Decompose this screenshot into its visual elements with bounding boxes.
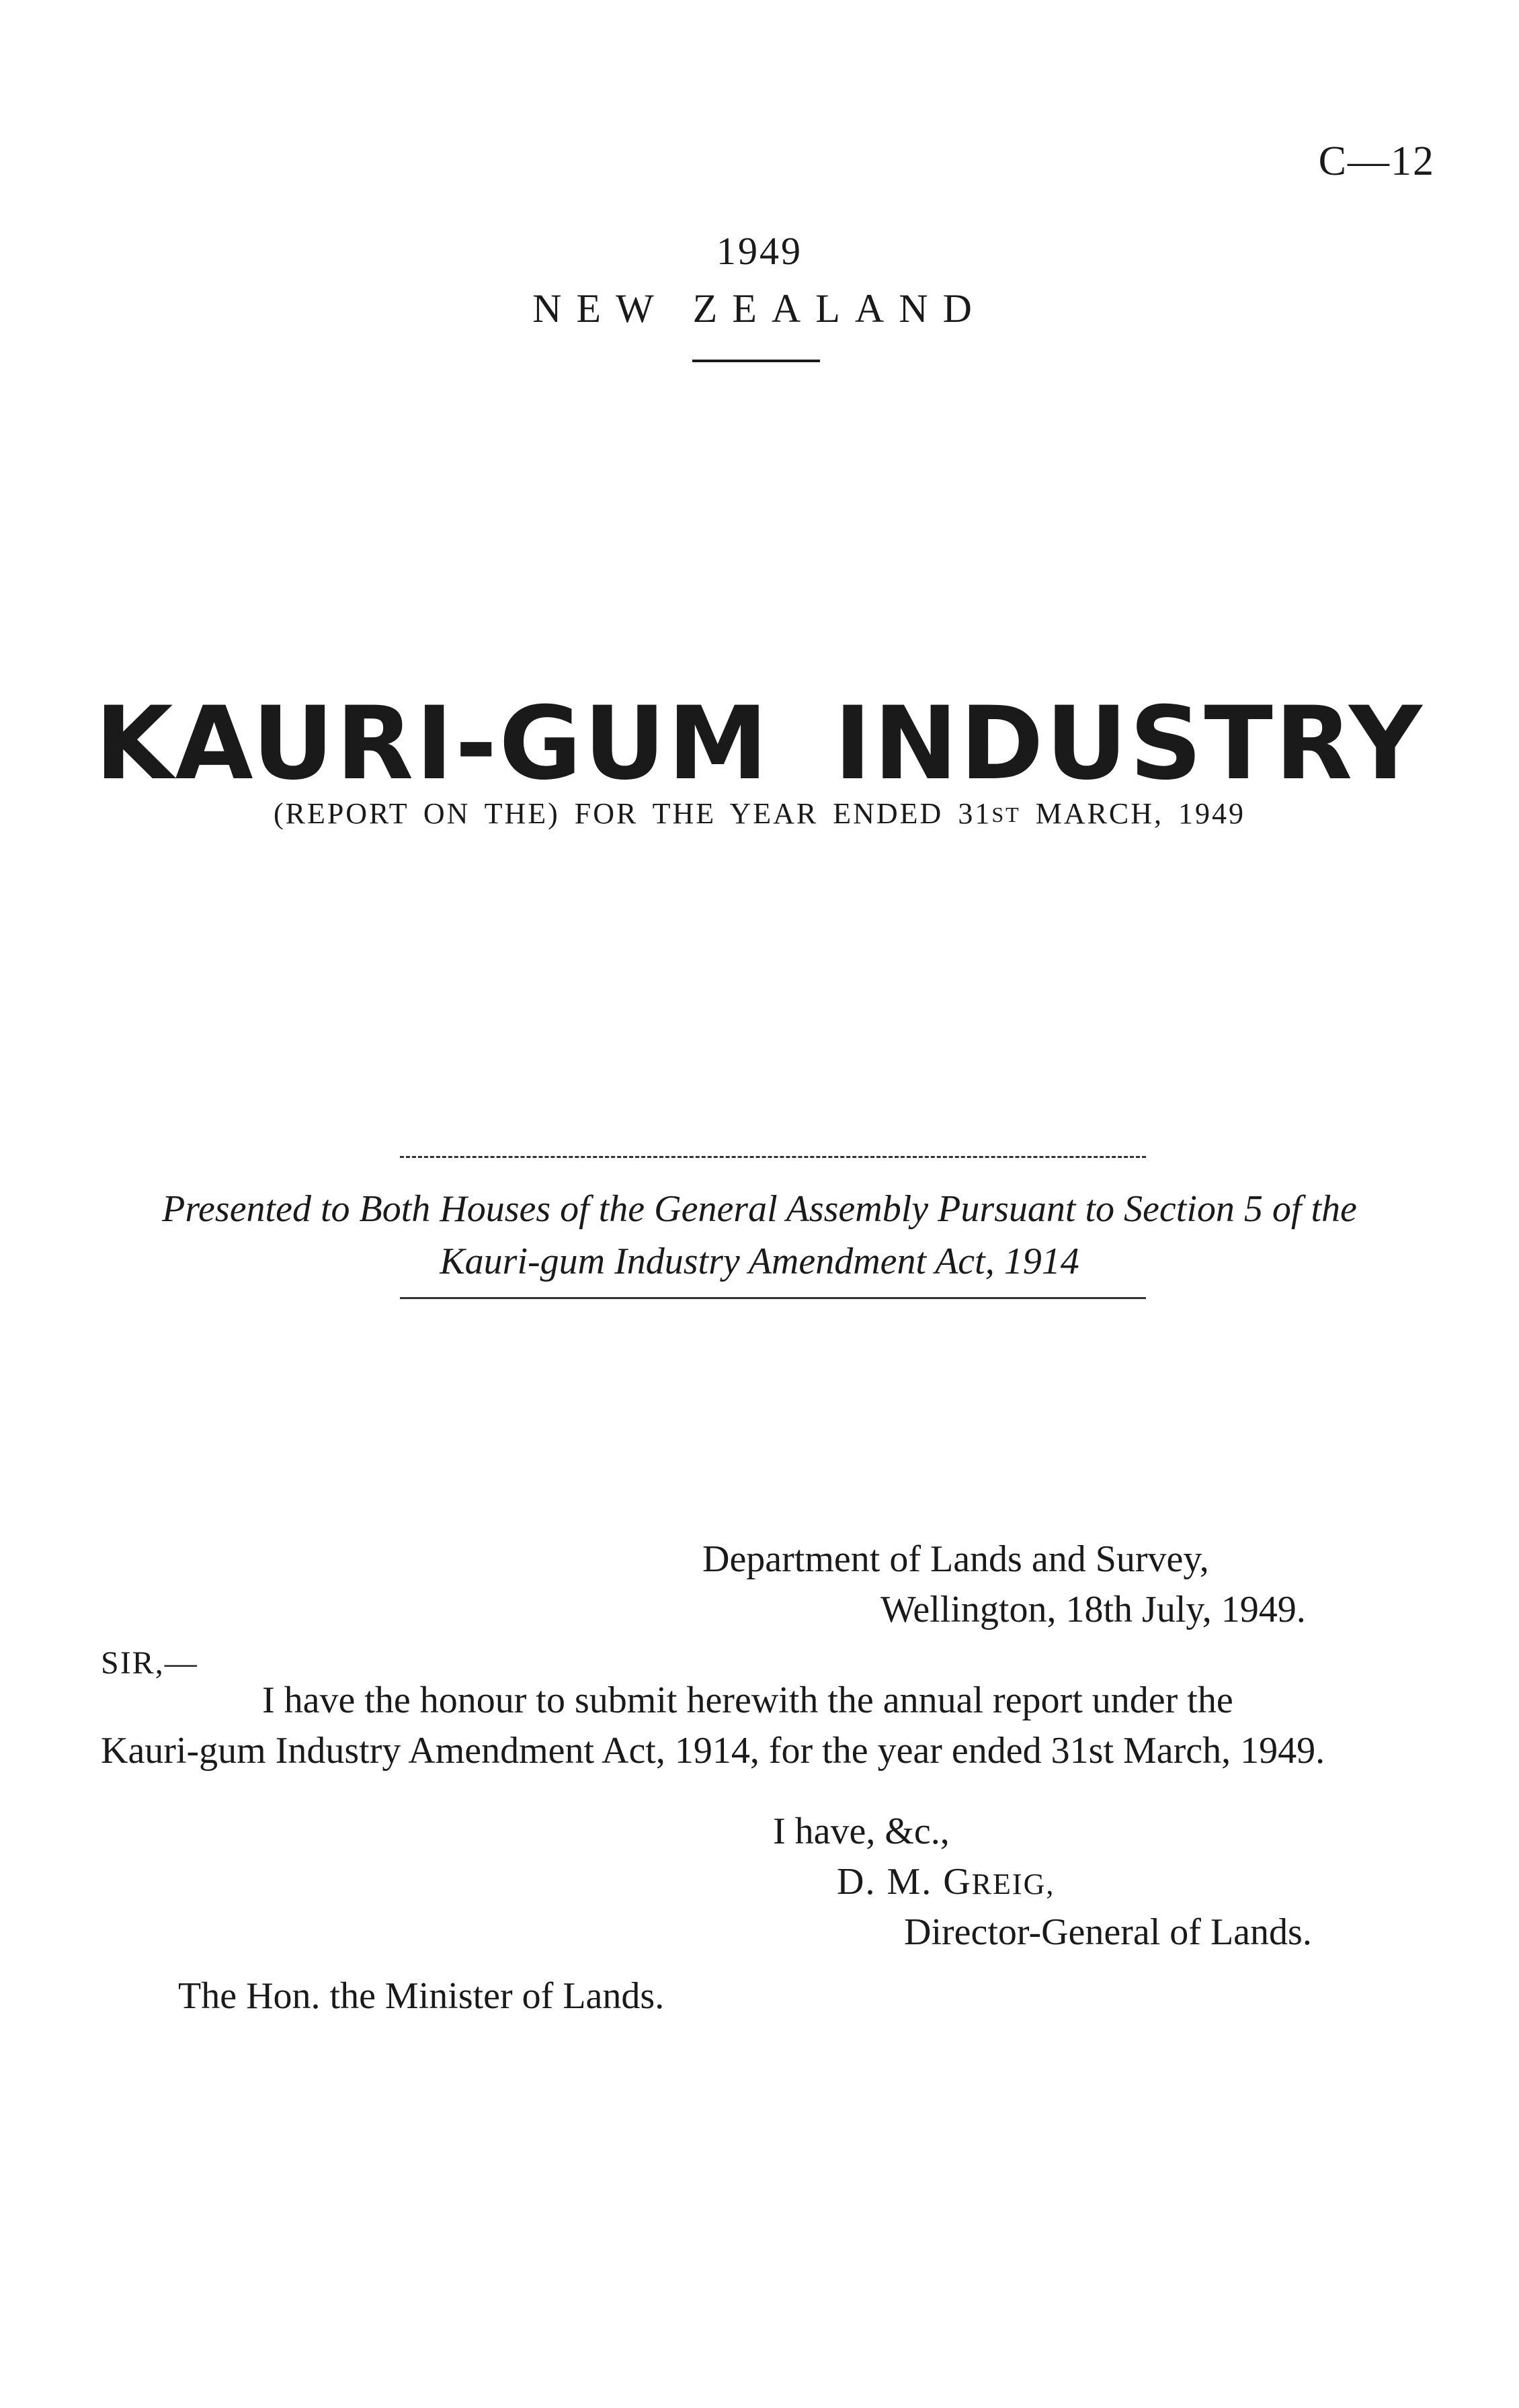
letter-department: Department of Lands and Survey, — [702, 1538, 1209, 1580]
presented-statement — [94, 1183, 1425, 1288]
presented-bottom-rule — [400, 1297, 1146, 1299]
page-title: KAURI-GUM INDUSTRY — [95, 686, 1424, 802]
letter-body-line-2: Kauri-gum Industry Amendment Act, 1914, for the year ended 31st March, 1949. — [101, 1730, 1325, 1772]
document-year: 1949 — [716, 229, 803, 273]
letter-salutation: SIR,— — [101, 1645, 198, 1681]
letter-body-line-1: I have the honour to submit herewith the annual report under the — [262, 1679, 1233, 1721]
letter-signatory-title: Director-General of Lands. — [904, 1911, 1312, 1953]
subtitle-prefix: (REPORT ON THE) FOR THE YEAR ENDED 31 — [273, 797, 992, 830]
letter-place-date: Wellington, 18th July, 1949. — [880, 1589, 1306, 1630]
signatory-surname: REIG, — [971, 1868, 1055, 1901]
signatory-initials: D. M. G — [837, 1861, 972, 1903]
country-heading: NEW ZEALAND — [532, 286, 987, 331]
subtitle-ordinal: ST — [991, 802, 1021, 827]
letter-signatory — [837, 1858, 1055, 1908]
presented-top-rule — [400, 1156, 1146, 1158]
page-subtitle — [0, 796, 1519, 831]
subtitle-suffix: MARCH, 1949 — [1020, 797, 1246, 830]
header-divider — [692, 360, 820, 362]
letter-addressee: The Hon. the Minister of Lands. — [178, 1975, 665, 2017]
letter-closing: I have, &c., — [773, 1811, 950, 1852]
paper-reference: C—12 — [1318, 138, 1435, 184]
presented-line-2: Kauri-gum Industry Amendment Act, 1914 — [440, 1241, 1079, 1282]
presented-line-1: Presented to Both Houses of the General Assembly Pursuant to Section 5 of the — [162, 1188, 1357, 1230]
